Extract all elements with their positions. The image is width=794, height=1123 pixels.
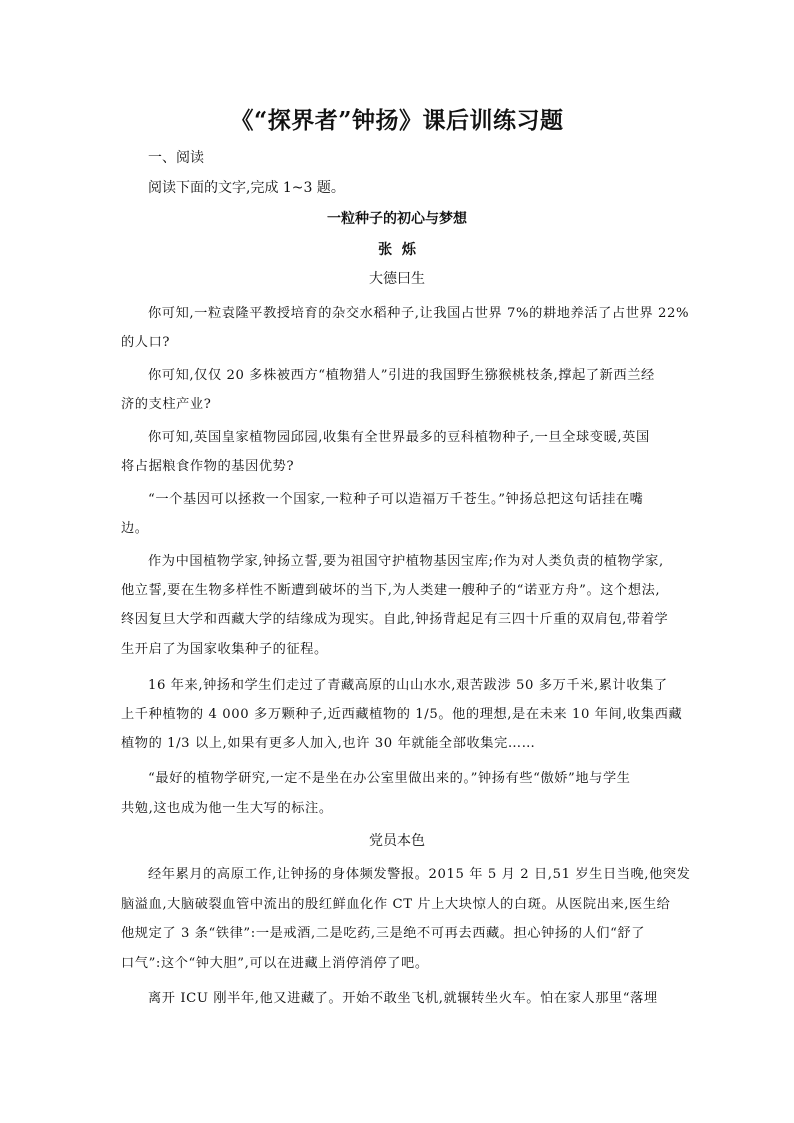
paragraph-line: 16 年来,钟扬和学生们走过了青藏高原的山山水水,艰苦跋涉 50 多万千米,累计收集了 [148, 678, 668, 693]
document-title: 《“探界者”钟扬》课后训练习题 [230, 107, 564, 134]
paragraph-line: 作为中国植物学家,钟扬立誓,要为祖国守护植物基因宝库;作为对人类负责的植物学家, [148, 554, 664, 569]
paragraph-line: 将占据粮食作物的基因优势? [121, 459, 295, 474]
paragraph-line: 口气”:这个“钟大胆”,可以在进藏上消停消停了吧。 [121, 956, 429, 971]
paragraph-line: 济的支柱产业? [121, 397, 212, 412]
subheading-1: 大德曰生 [369, 271, 425, 287]
paragraph-line: 你可知,英国皇家植物园邱园,收集有全世界最多的豆科植物种子,一旦全球变暖,英国 [148, 430, 650, 445]
article-author: 张 烁 [378, 242, 416, 258]
paragraph-line: 的人口? [121, 335, 171, 350]
paragraph-line: 生开启了为国家收集种子的征程。 [121, 642, 328, 657]
paragraph-line: 终因复旦大学和西藏大学的结缘成为现实。自此,钟扬背起足有三四十斤重的双肩包,带着学 [121, 612, 669, 627]
paragraph-line: 你可知,仅仅 20 多株被西方“植物猎人”引进的我国野生猕猴桃枝条,撑起了新西兰经 [148, 368, 655, 383]
paragraph-line: 经年累月的高原工作,让钟扬的身体频发警报。2015 年 5 月 2 日,51 岁生日当晚,他突发 [148, 867, 691, 882]
paragraph-line: 植物的 1/3 以上,如果有更多人加入,也许 30 年就能全部收集完…… [121, 736, 536, 751]
paragraph-line: 他立誓,要在生物多样性不断遭到破坏的当下,为人类建一艘种子的“诺亚方舟”。这个想法, [121, 583, 661, 598]
paragraph-line: 边。 [121, 521, 149, 536]
paragraph-line: 脑溢血,大脑破裂血管中流出的殷红鲜血化作 CT 片上大块惊人的白斑。从医院出来,医生给 [121, 897, 671, 912]
paragraph-line: 他规定了 3 条“铁律”:一是戒酒,二是吃药,三是绝不可再去西藏。担心钟扬的人们“舒了 [121, 926, 645, 941]
paragraph-line: 离开 ICU 刚半年,他又进藏了。开始不敢坐飞机,就辗转坐火车。怕在家人那里“落埋 [148, 991, 658, 1006]
section-label: 一、阅读 [148, 150, 204, 166]
instruction-text: 阅读下面的文字,完成 1~3 题。 [148, 180, 345, 196]
paragraph-line: 你可知,一粒袁隆平教授培育的杂交水稻种子,让我国占世界 7%的耕地养活了占世界 22% [148, 306, 690, 321]
article-title: 一粒种子的初心与梦想 [327, 211, 467, 227]
paragraph-line: 共勉,这也成为他一生大写的标注。 [121, 801, 333, 816]
paragraph-line: 上千种植物的 4 000 多万颗种子,近西藏植物的 1/5。他的理想,是在未来 10 年间,收集西藏 [121, 707, 683, 722]
paragraph-line: “一个基因可以拯救一个国家,一粒种子可以造福万千苍生。”钟扬总把这句话挂在嘴 [148, 492, 644, 507]
paragraph-line: “最好的植物学研究,一定不是坐在办公室里做出来的。”钟扬有些“傲娇”地与学生 [148, 771, 631, 786]
subheading-2: 党员本色 [369, 833, 425, 849]
